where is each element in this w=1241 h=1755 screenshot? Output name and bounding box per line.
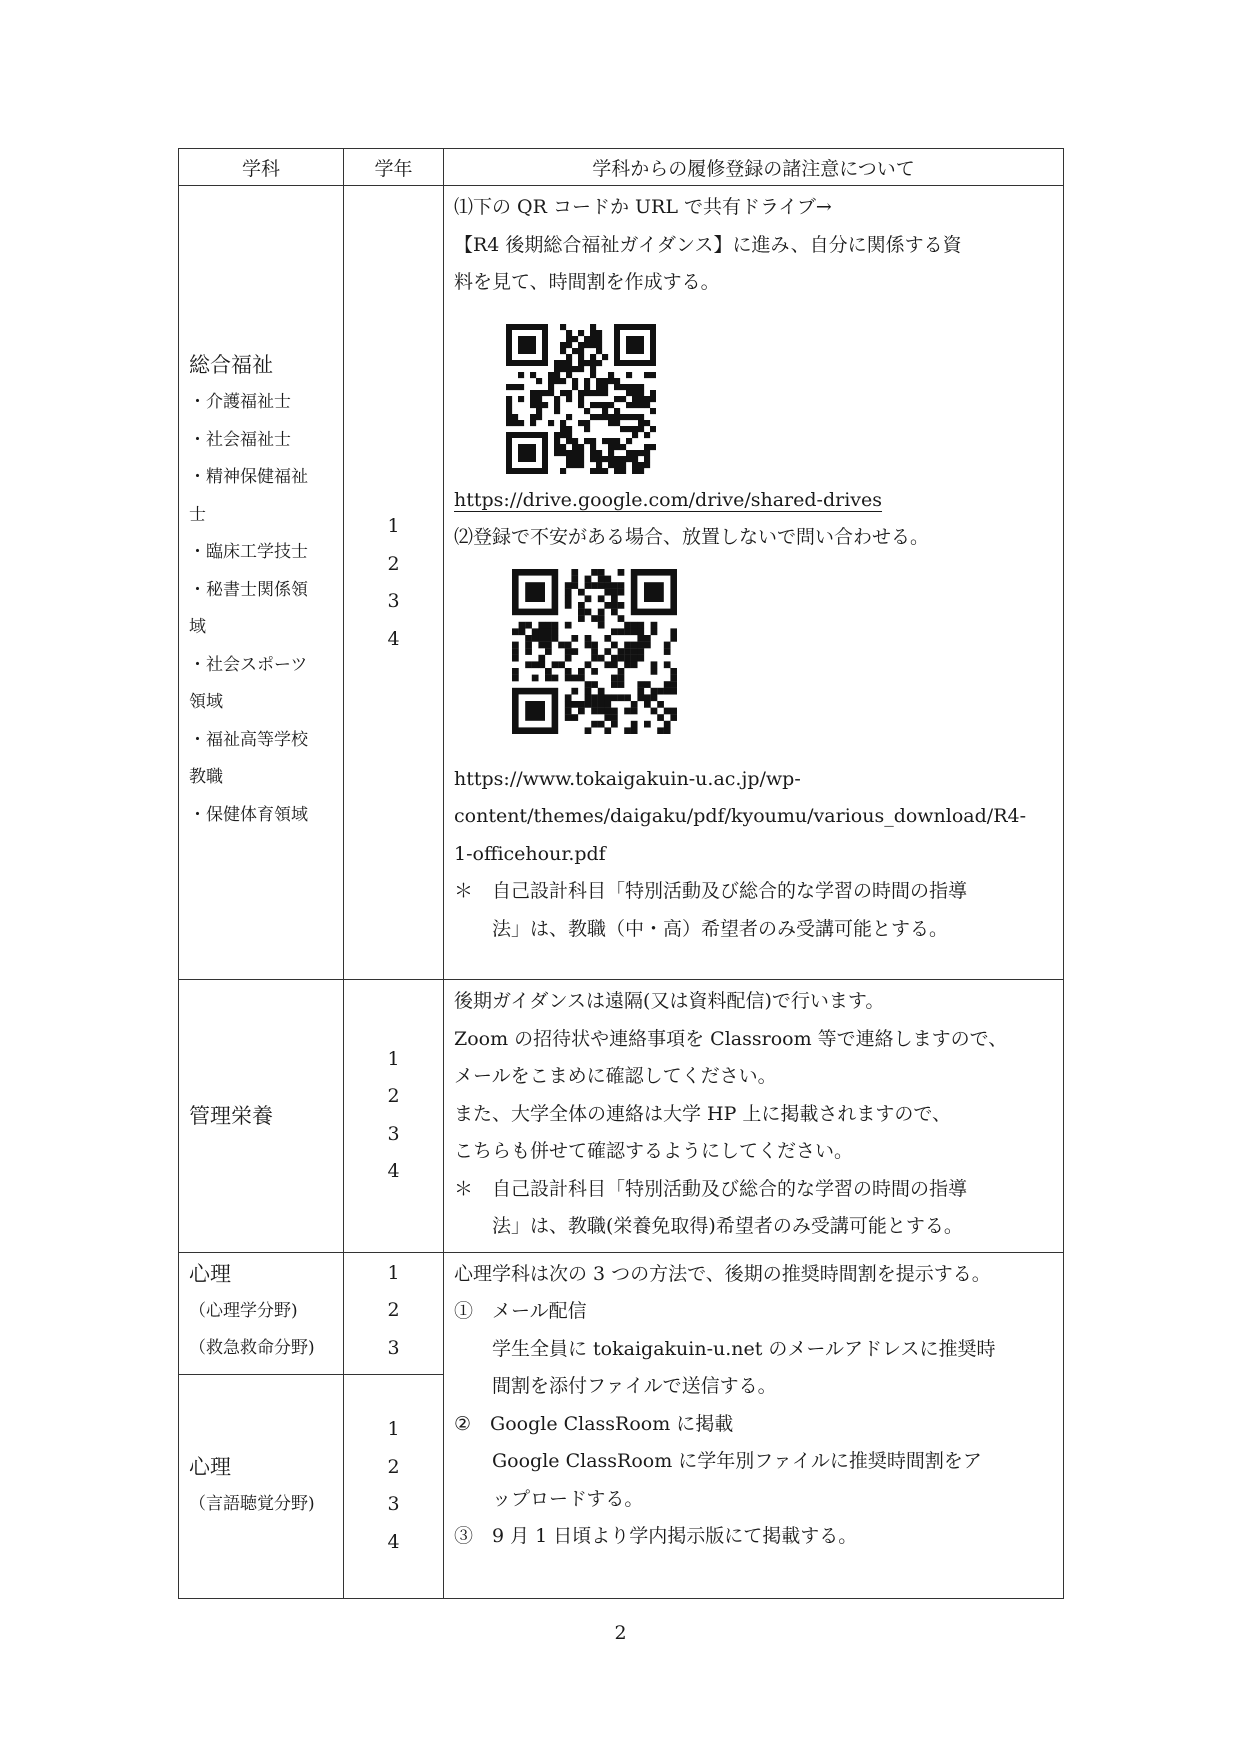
note-line: ② Google ClassRoom に掲載 bbox=[454, 1412, 734, 1435]
note-line: ③ 9 月 1 日頃より学内掲示版にて掲載する。 bbox=[454, 1525, 858, 1547]
subitem: ・福祉高等学校 bbox=[189, 729, 308, 750]
course-registration-table bbox=[178, 148, 1064, 1599]
row-nutrition bbox=[179, 980, 1064, 1253]
row-psychology-a bbox=[179, 1252, 1064, 1374]
year-value: 1 bbox=[387, 1047, 400, 1070]
note-line: ① メール配信 bbox=[454, 1300, 587, 1322]
qr-code-icon bbox=[512, 569, 677, 734]
year-value: 2 bbox=[387, 1299, 400, 1321]
subitem: ・臨床工学技士 bbox=[189, 542, 308, 562]
year-value: 4 bbox=[387, 1530, 400, 1553]
notes-cell bbox=[444, 980, 1064, 1253]
note-line: ⑴下の QR コードか URL で共有ドライブ→ bbox=[454, 196, 832, 218]
year-value: 2 bbox=[387, 1085, 400, 1108]
subitem: （心理学分野) bbox=[189, 1300, 298, 1321]
officehour-link[interactable]: https://www.tokaigakuin-u.ac.jp/wp- bbox=[454, 767, 801, 790]
subitem: ・介護福祉士 bbox=[189, 392, 291, 412]
note-line: ＊ 自己設計科目「特別活動及び総合的な学習の時間の指導 bbox=[454, 880, 968, 902]
dept-cell bbox=[179, 1252, 344, 1374]
note-line: Zoom の招待状や連絡事項を Classroom 等で連絡しますので、 bbox=[454, 1027, 1008, 1050]
note-line: 法」は、教職(栄養免取得)希望者のみ受講可能とする。 bbox=[492, 1215, 963, 1237]
subitem: ・精神保健福祉 bbox=[189, 467, 308, 487]
year-value: 1 bbox=[387, 515, 400, 537]
officehour-link[interactable]: 1-officehour.pdf bbox=[454, 842, 606, 865]
subitem: 領域 bbox=[189, 692, 223, 712]
year-cell bbox=[344, 980, 444, 1253]
subitem: 域 bbox=[189, 617, 206, 637]
year-value: 3 bbox=[387, 1336, 400, 1359]
notes-cell bbox=[444, 186, 1064, 980]
dept-name: 管理栄養 bbox=[189, 1103, 273, 1128]
note-line: ⑵登録で不安がある場合、放置しないで問い合わせる。 bbox=[454, 526, 930, 548]
note-line: Google ClassRoom に学年別ファイルに推奨時間割をア bbox=[492, 1450, 982, 1472]
year-value: 3 bbox=[387, 1122, 400, 1145]
page-number: 2 bbox=[614, 1622, 627, 1644]
dept-cell bbox=[179, 1374, 344, 1598]
dept-cell bbox=[179, 186, 344, 980]
subitem: ・社会福祉士 bbox=[189, 429, 291, 450]
dept-name: 心理 bbox=[189, 1455, 231, 1480]
year-cell bbox=[344, 186, 444, 980]
note-line: 法」は、教職（中・高）希望者のみ受講可能とする。 bbox=[492, 917, 949, 940]
header-year: 学年 bbox=[344, 149, 444, 186]
note-line: ＊ 自己設計科目「特別活動及び総合的な学習の時間の指導 bbox=[454, 1177, 968, 1200]
year-value: 3 bbox=[387, 590, 400, 612]
subitem: ・秘書士関係領 bbox=[189, 579, 308, 600]
note-line: メールをこまめに確認してください。 bbox=[454, 1065, 777, 1087]
note-line: 学生全員に tokaigakuin-u.net のメールアドレスに推奨時 bbox=[492, 1337, 996, 1360]
notes-cell bbox=[444, 1252, 1064, 1598]
note-line: 後期ガイダンスは遠隔(又は資料配信)で行います。 bbox=[454, 990, 885, 1012]
year-value: 2 bbox=[387, 1455, 400, 1478]
row-general-welfare bbox=[179, 186, 1064, 980]
year-value: 1 bbox=[387, 1418, 400, 1440]
note-line: こちらも併せて確認するようにしてください。 bbox=[454, 1140, 854, 1162]
note-line: また、大学全体の連絡は大学 HP 上に掲載されますので、 bbox=[454, 1102, 952, 1125]
officehour-link[interactable]: content/themes/daigaku/pdf/kyoumu/various_download/R4- bbox=[454, 805, 1027, 827]
note-line: 【R4 後期総合福祉ガイダンス】に進み、自分に関係する資 bbox=[454, 233, 962, 256]
drive-link[interactable]: https://drive.google.com/drive/shared-drives bbox=[454, 488, 883, 511]
note-line: 心理学科は次の 3 つの方法で、後期の推奨時間割を提示する。 bbox=[454, 1262, 991, 1285]
year-cell bbox=[344, 1252, 444, 1374]
subitem: 士 bbox=[189, 504, 206, 525]
year-value: 4 bbox=[387, 1160, 400, 1183]
year-value: 2 bbox=[387, 552, 400, 575]
dept-cell bbox=[179, 980, 344, 1253]
note-line: 料を見て、時間割を作成する。 bbox=[454, 271, 720, 293]
subitem: （救急救命分野) bbox=[189, 1338, 315, 1358]
subitem: 教職 bbox=[189, 767, 223, 787]
subitem: （言語聴覚分野) bbox=[189, 1494, 315, 1515]
header-notes: 学科からの履修登録の諸注意について bbox=[444, 149, 1064, 186]
year-value: 1 bbox=[387, 1261, 400, 1284]
subitem: ・社会スポーツ bbox=[189, 654, 308, 675]
dept-name: 総合福祉 bbox=[189, 353, 273, 377]
header-department: 学科 bbox=[179, 149, 344, 186]
year-value: 3 bbox=[387, 1493, 400, 1515]
note-line: ップロードする。 bbox=[492, 1487, 644, 1510]
note-line: 間割を添付ファイルで送信する。 bbox=[492, 1375, 777, 1397]
year-cell bbox=[344, 1374, 444, 1598]
year-value: 4 bbox=[387, 627, 400, 650]
dept-name: 心理 bbox=[189, 1261, 231, 1286]
header-row bbox=[179, 149, 1064, 186]
qr-code-icon bbox=[506, 324, 656, 474]
subitem: ・保健体育領域 bbox=[189, 804, 308, 825]
